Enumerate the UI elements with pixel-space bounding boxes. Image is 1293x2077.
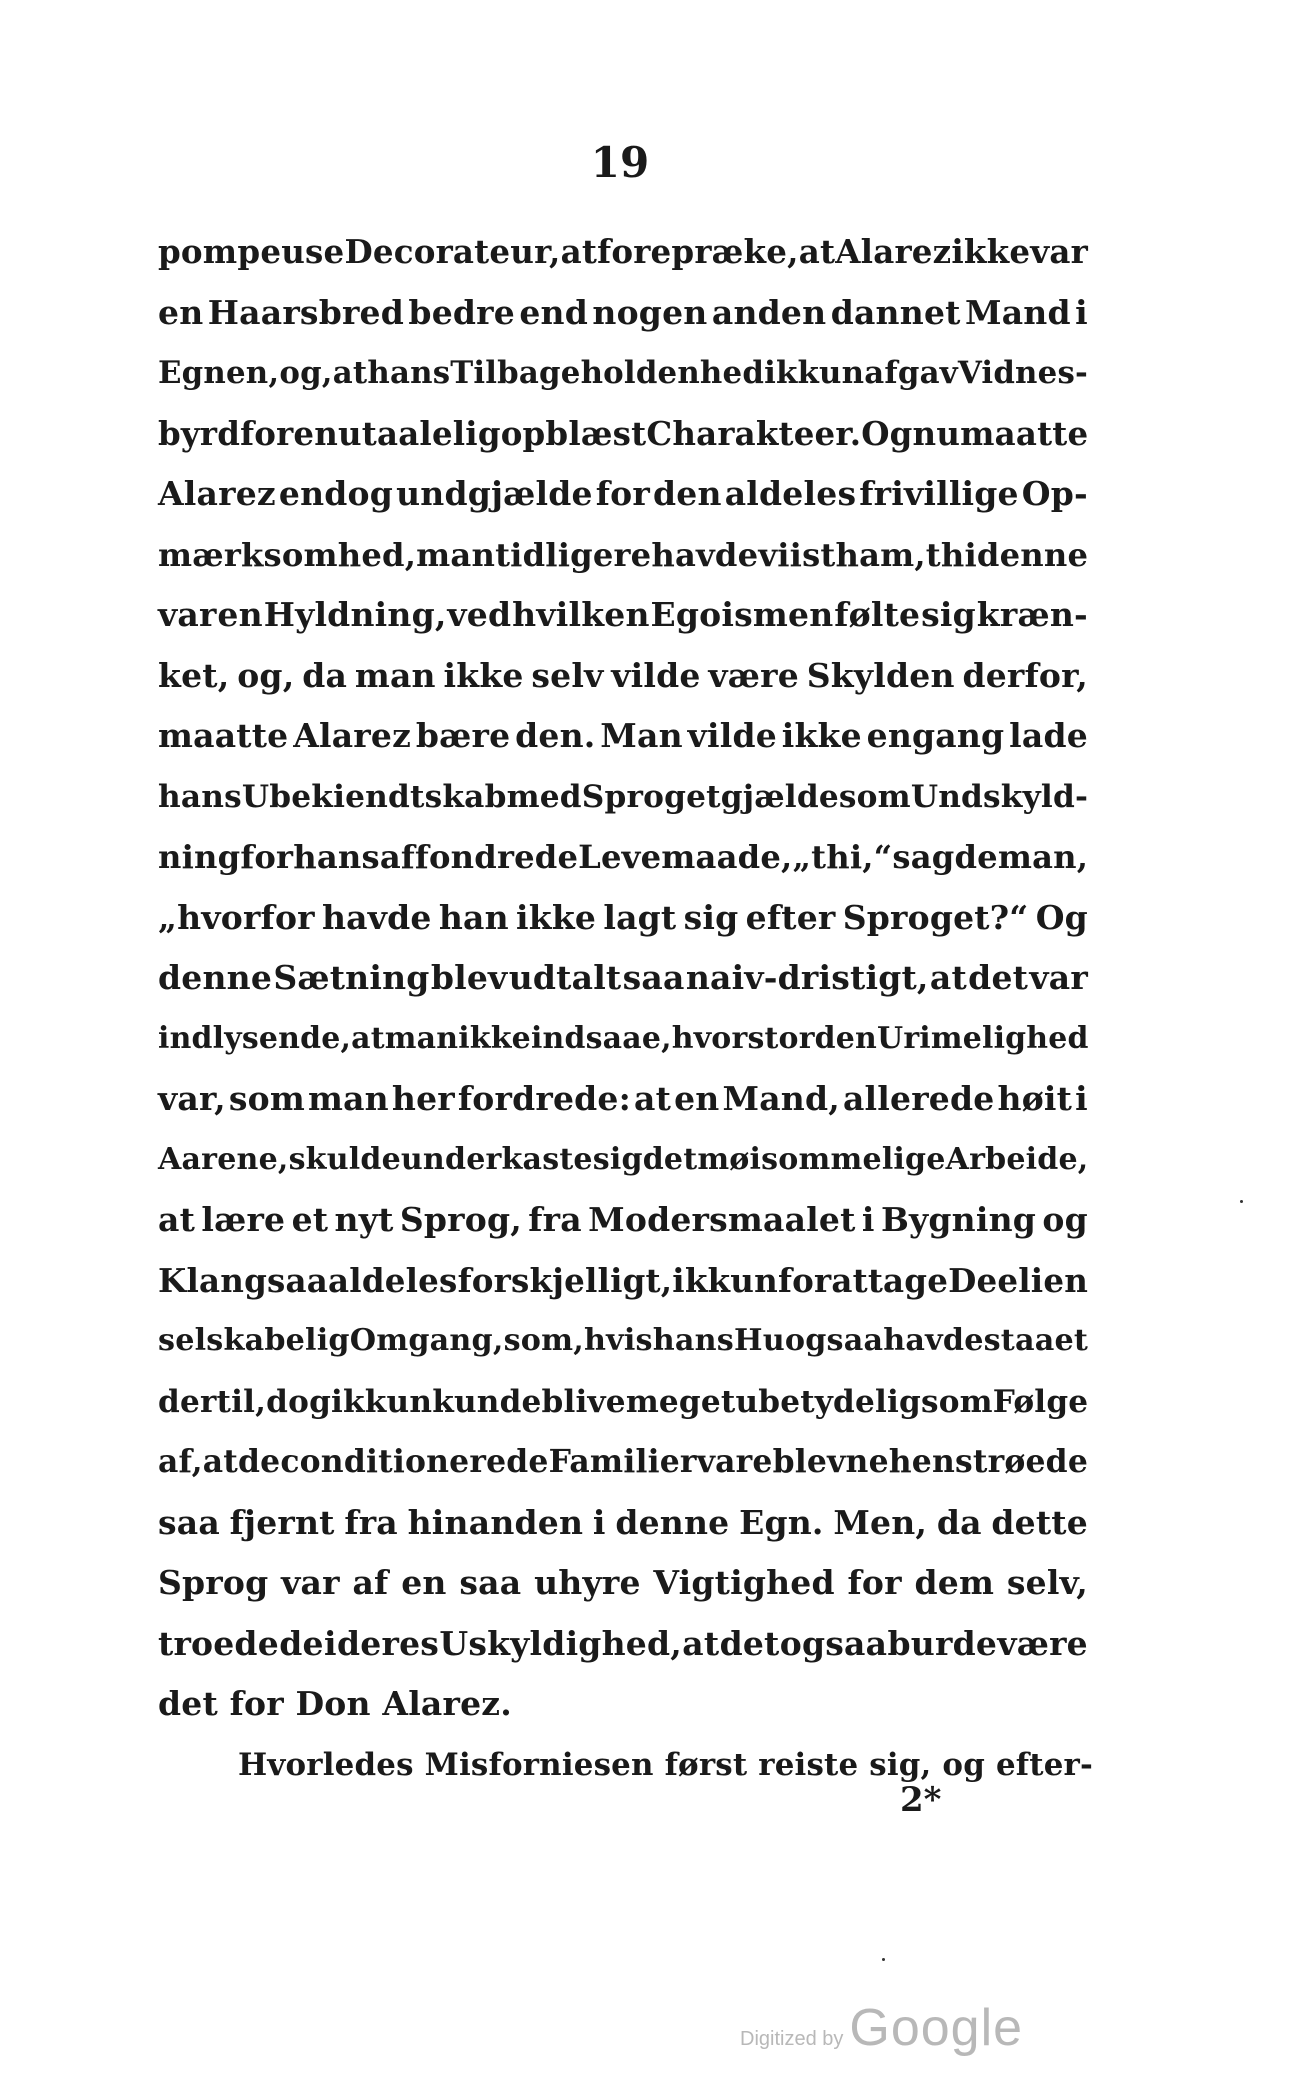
watermark-brand: Google (849, 1999, 1024, 2057)
text-line: var en Hyldning, ved hvilken Egoismen følte sig kræn- (158, 595, 1088, 634)
google-watermark (740, 1998, 1023, 2058)
text-line: hans Ubekiendtskab med Sproget gjælde som Undskyld- (158, 778, 1089, 815)
text-line: indlysende, at man ikke indsaae, hvor stor den Urimelighed (158, 1020, 1089, 1056)
text-line: denne Sætning blev udtalt saa naiv-dristigt, at det var (158, 958, 1088, 997)
text-line: mærksomhed, man tidligere havde viist ham, thi denne (158, 535, 1089, 574)
text-line: selskabelig Omgang, som, hvis hans Hu ogsaa havde staaet (158, 1323, 1089, 1358)
text-line: ket, og, da man ikke selv vilde være Skylden derfor, (158, 655, 1088, 695)
stray-mark (1240, 1200, 1243, 1203)
text-line: en Haarsbred bedre end nogen anden dannet Mand i (158, 292, 1088, 332)
text-line: saa fjernt fra hinanden i denne Egn. Men, da dette (158, 1502, 1088, 1542)
text-line: troede de i deres Uskyldighed, at det ogsaa burde være (158, 1623, 1088, 1663)
text-line: Aarene, skulde underkaste sig det møisommelige Arbeide, (158, 1141, 1089, 1177)
text-line: ning for hans affondrede Levemaade, „thi,“ sagde man, (158, 838, 1089, 876)
text-line: maatte Alarez bære den. Man vilde ikke engang lade (158, 716, 1088, 755)
text-line: Klang saa aldeles forskjelligt, ikkun for at tage Deel i en (158, 1260, 1089, 1300)
body-text (158, 222, 1094, 1795)
page-number: 19 (590, 138, 650, 187)
watermark-prefix: Digitized by (740, 2028, 844, 2050)
stray-mark (882, 1958, 885, 1961)
signature-mark: 2* (900, 1780, 942, 1820)
text-line: at lære et nyt Sprog, fra Modersmaalet i Bygning og (158, 1200, 1088, 1239)
text-line: af, at de conditionerede Familier vare blevne henstrøede (158, 1444, 1089, 1480)
text-line: „hvorfor havde han ikke lagt sig efter Sproget?“ Og (158, 897, 1088, 937)
text-line: det for Don Alarez. (158, 1684, 512, 1723)
text-line: Hvorledes Misforniesen først reiste sig, og efter- (238, 1746, 1094, 1783)
text-line: byrd for en utaalelig opblæst Charakteer. Og nu maatte (158, 414, 1089, 453)
text-line: Egnen, og, at hans Tilbageholdenhed ikkun afgav Vidnes- (158, 355, 1088, 391)
text-line: pompeuse Decorateur, at forepræke, at Alarez ikke var (158, 232, 1088, 271)
text-line: Sprog var af en saa uhyre Vigtighed for dem selv, (158, 1563, 1088, 1602)
text-line: var, som man her fordrede: at en Mand, allerede høit i (158, 1079, 1088, 1118)
text-line: Alarez endog undgjælde for den aldeles frivillige Op- (158, 474, 1088, 513)
text-line: dertil, dog ikkun kunde blive meget ubetydelig som Følge (158, 1383, 1089, 1420)
